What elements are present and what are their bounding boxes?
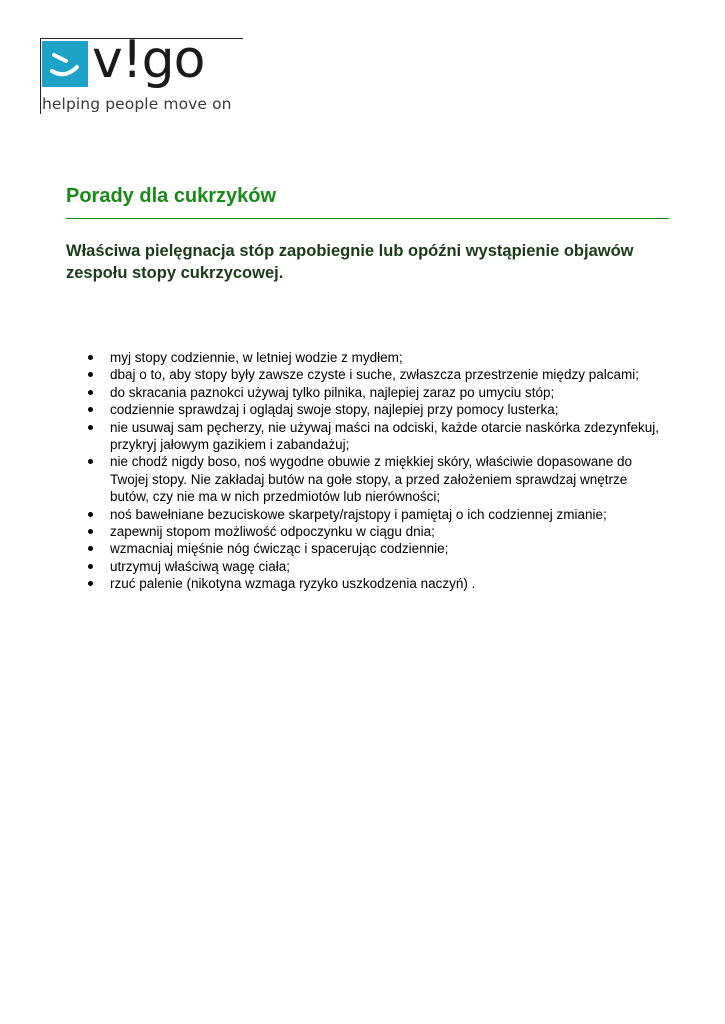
list-item — [88, 366, 663, 383]
list-item-text: rzuć palenie (nikotyna wzmaga ryzyko uszkodzenia naczyń) . — [110, 576, 476, 592]
logo-tagline: helping people move on — [42, 95, 232, 113]
list-item — [88, 384, 663, 401]
list-item — [88, 523, 663, 540]
logo-swoosh-icon — [42, 41, 88, 87]
list-item — [88, 419, 663, 454]
bullet-icon — [88, 512, 93, 517]
bullet-icon — [88, 407, 93, 412]
title-divider — [66, 218, 669, 219]
list-item-text: zapewnij stopom możliwość odpoczynku w ciągu dnia; — [110, 524, 435, 540]
list-item-text: myj stopy codziennie, w letniej wodzie z mydłem; — [110, 350, 403, 365]
advice-list — [88, 349, 663, 593]
list-item-text: do skracania paznokci używaj tylko pilnika, najlepiej zaraz po umyciu stóp; — [110, 384, 555, 400]
bullet-icon — [88, 529, 93, 534]
bullet-icon — [88, 581, 93, 586]
list-item — [88, 506, 663, 523]
page-subtitle: Właściwa pielęgnacja stóp zapobiegnie lub opóźni wystąpienie objawów zespołu stopy cukrzycowej. — [66, 242, 634, 282]
list-item-text: nie chodź nigdy boso, noś wygodne obuwie z miękkiej skóry, właściwie dopasowane do Twojej stopy. Nie zakładaj butów na gołe stopy, a przed założeniem sprawdzaj wnętrze butów, czy nie ma w nich przedmiotów lub nierówności; — [110, 454, 633, 505]
vigo-logo — [40, 30, 245, 118]
list-item — [88, 575, 663, 592]
list-item-text: codziennie sprawdzaj i oglądaj swoje stopy, najlepiej przy pomocy lusterka; — [110, 402, 559, 418]
bullet-icon — [88, 425, 93, 430]
list-item-text: utrzymuj właściwą wagę ciała; — [110, 558, 291, 574]
bullet-icon — [88, 564, 93, 569]
list-item-text: noś bawełniane bezuciskowe skarpety/rajstopy i pamiętaj o ich codziennej zmianie; — [110, 506, 607, 522]
list-item-text: dbaj o to, aby stopy były zawsze czyste i suche, zwłaszcza przestrzenie między palcami; — [110, 367, 639, 383]
bullet-icon — [88, 546, 93, 551]
list-item — [88, 453, 663, 505]
list-item — [88, 540, 663, 557]
list-item — [88, 401, 663, 418]
page-title: Porady dla cukrzyków — [66, 185, 277, 207]
bullet-icon — [88, 390, 93, 395]
list-item — [88, 349, 663, 366]
list-item-text: nie usuwaj sam pęcherzy, nie używaj maści na odciski, każde otarcie naskórka zdezynfekuj, przykryj jałowym gazikiem i zabandażuj; — [110, 419, 660, 453]
list-item — [88, 558, 663, 575]
bullet-icon — [88, 459, 93, 464]
bullet-icon — [88, 372, 93, 377]
logo-wordmark: v!go — [92, 30, 205, 90]
list-item-text: wzmacniaj mięśnie nóg ćwicząc i spacerując codziennie; — [110, 541, 449, 557]
logo-left-rule — [40, 38, 41, 114]
bullet-icon — [88, 355, 93, 360]
